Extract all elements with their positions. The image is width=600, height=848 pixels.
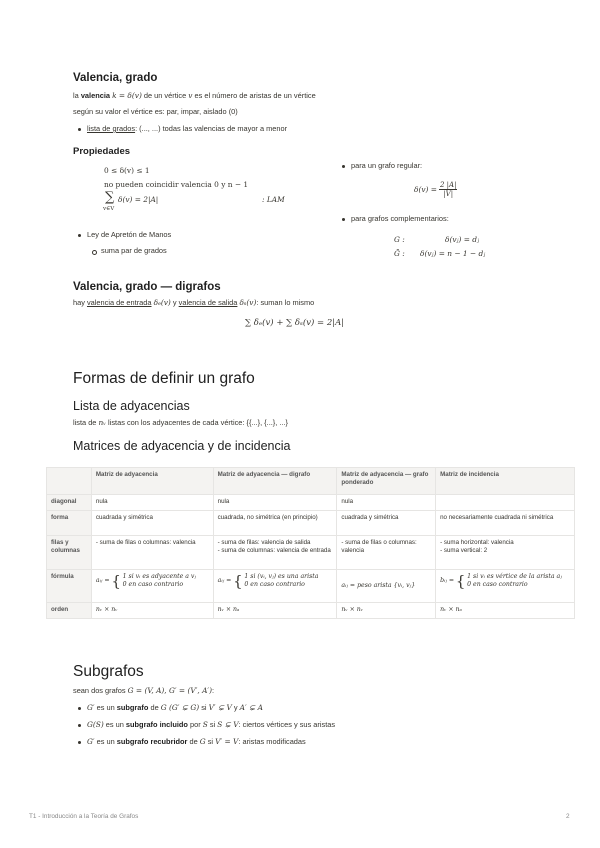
- table-cell: nᵥ × nₐ: [436, 603, 575, 619]
- row-header: filas y columnas: [47, 536, 92, 570]
- lista-adyacencias-text: lista de nᵥ listas con los adyacentes de cada vértice: {{...}, {...}, ...}: [73, 418, 289, 427]
- compl-gbar-lhs: Ḡ :: [394, 249, 405, 258]
- table-row: [47, 511, 575, 536]
- table-cell: cuadrada y simétrica: [337, 511, 436, 536]
- table-header-cell: Matriz de incidencia: [436, 468, 575, 495]
- section-title-valencia: Valencia, grado: [73, 72, 158, 84]
- list-item-subgrafo-incluido: G(S) es un subgrafo incluido por S si S ⊊ V: ciertos vértices y sus aristas: [87, 720, 336, 729]
- formula-cell-incidencia: bᵢⱼ = { 1 si vᵢ es vértice de la arista aⱼ 0 en caso contrario: [436, 570, 575, 603]
- subgrafos-intro: sean dos grafos G = (V, A), G′ = (V′, A′):: [73, 686, 215, 695]
- table-header-cell: Matriz de adyacencia — grafo ponderado: [337, 468, 436, 495]
- table-header-row: [47, 468, 575, 495]
- matrices-table: [46, 467, 575, 619]
- formula-cell-digrafo: aᵢⱼ = { 1 si (vᵢ, vⱼ) es una arista 0 en caso contrario: [213, 570, 337, 603]
- table-header-cell: [47, 468, 92, 495]
- footer-page-number: 2: [566, 813, 570, 820]
- table-row: [47, 570, 575, 603]
- table-row: [47, 536, 575, 570]
- row-header: forma: [47, 511, 92, 536]
- footer-title: T1 - Introducción a la Teoría de Grafos: [29, 813, 139, 820]
- regular-formula: δ(v) = $\frac{2 |A|}{|V|}$: [414, 181, 457, 198]
- list-item-subgrafo: G′ es un subgrafo de G (G′ ⊊ G) si V′ ⊊ V y A′ ⊊ A: [87, 703, 263, 712]
- table-cell: - suma horizontal: valencia - suma vertical: 2: [436, 536, 575, 570]
- table-cell: nula: [337, 495, 436, 511]
- list-item-handshake-sub: suma par de grados: [101, 246, 167, 255]
- valence-no-coincide: no pueden coincidir valencia 0 y n − 1: [104, 180, 249, 189]
- valencia-definition: la valencia k = δ(v) de un vértice v es el número de aristas de un vértice: [73, 91, 316, 100]
- list-item-subgrafo-recubridor: G′ es un subgrafo recubridor de G si V′ = V: aristas modificadas: [87, 737, 306, 746]
- list-item-lista-grados: lista de grados: (..., ...) todas las valencias de mayor a menor: [87, 124, 288, 133]
- lam-label: : LAM: [262, 195, 285, 204]
- table-cell: cuadrada y simétrica: [91, 511, 213, 536]
- table-row: [47, 603, 575, 619]
- compl-g-rhs: δ(vⱼ) = dⱼ: [445, 235, 479, 244]
- section-title-formas: Formas de definir un grafo: [73, 370, 255, 387]
- valencia-salida-link[interactable]: valencia de salida: [178, 298, 238, 307]
- list-item-regular: para un grafo regular:: [351, 161, 423, 170]
- table-cell: - suma de filas o columnas: valencia: [337, 536, 436, 570]
- compl-g-lhs: G :: [394, 235, 405, 244]
- formula-cell-ponderado: aᵢⱼ = peso arista {vᵢ, vⱼ}: [337, 570, 436, 603]
- table-cell: nᵥ × nᵥ: [91, 603, 213, 619]
- propiedades-title: Propiedades: [73, 146, 131, 157]
- table-cell: - suma de filas o columnas: valencia: [91, 536, 213, 570]
- table-cell: nᵥ × nᵥ: [337, 603, 436, 619]
- subsection-lista-adyacencias: Lista de adyacencias: [73, 399, 190, 413]
- document-page: Valencia, grado la valencia k = δ(v) de un vértice v es el número de aristas de un vértice según su valor el vértice es: par, impar, aislado (0) lista de grados: (..., ...) todas las valencias de mayor a menor Propiedades 0 ≤ δ(v) ≤ 1 no pueden coincidir valencia 0 y n − 1 ∑ v∈V δ(v) = 2|A| : LAM Ley de Apretón de Manos suma par de grados para un grafo regular: δ(v) = $\frac{2 |A|}{|V|}$ para grafos complementarios: G : δ(vⱼ) = dⱼ Ḡ : δ(vⱼ) = n − 1 − dⱼ Valencia, grado — digrafos hay valencia de entrada δₑ(v) y valencia de salida δₛ(v): suman lo mismo ∑ δₑ(v) + ∑ δₛ(v) = 2|A| Formas de definir un grafo Lista de adyacencias lista de nᵥ listas con los adyacentes de cada vértice: {{...}, {...}, ...} Matrices de adyacencia y de incidencia Matriz de adyacencia Matriz de adyacencia — digrafo Matriz de adyacencia — grafo ponderado Matriz de incidencia diagonal nula nula nula forma cuadrada y simétrica cuadrada, no simétrica (en principio) cuadrada y simétrica no necesariamente cuadrada ni simétrica filas y columnas - suma de filas o columnas: valencia - suma de filas: valencia de salida - suma de columnas: valencia de entrada - suma de filas o columnas: valencia - suma horizontal: valencia - suma vertical: 2 fórmula aᵢⱼ = { 1 si vᵢ es adyacente a vⱼ 0 en caso contrario aᵢⱼ = { 1 si (vᵢ, vⱼ) es una arista 0 en caso contrario aᵢⱼ = peso arista {vᵢ, vⱼ} bᵢⱼ = { 1 si vᵢ es vértice de la arista aⱼ 0 en caso contrario orden nᵥ × nᵥ nᵥ × nₐ nᵥ × nᵥ nᵥ × nₐ Subgrafos sean dos grafos G = (V, A), G′ = (V′, A′): G′ es un subgrafo de G (G′ ⊊ G) si V′ ⊊ V y A′ ⊊ A G(S) es un subgrafo incluido por S si S ⊊ V: ciertos vértices y sus aristas G′ es un subgrafo recubridor de G si V′ = V: aristas modificadas T1 - Introducción a la Teoría de Grafos 2: [0, 0, 600, 848]
- table-cell: - suma de filas: valencia de salida - suma de columnas: valencia de entrada: [213, 536, 337, 570]
- table-cell: [436, 495, 575, 511]
- table-cell: nula: [91, 495, 213, 511]
- digrafo-valencias-text: hay valencia de entrada δₑ(v) y valencia de salida δₛ(v): suman lo mismo: [73, 298, 315, 307]
- table-cell: nᵥ × nₐ: [213, 603, 337, 619]
- table-row: [47, 495, 575, 511]
- table-header-cell: Matriz de adyacencia: [91, 468, 213, 495]
- section-title-digrafos: Valencia, grado — digrafos: [73, 281, 221, 293]
- formula-cell-adyacencia: aᵢⱼ = { 1 si vᵢ es adyacente a vⱼ 0 en caso contrario: [91, 570, 213, 603]
- row-header: diagonal: [47, 495, 92, 511]
- compl-gbar-rhs: δ(vⱼ) = n − 1 − dⱼ: [420, 249, 486, 258]
- table-header-cell: Matriz de adyacencia — digrafo: [213, 468, 337, 495]
- digrafo-sum-formula: ∑ δₑ(v) + ∑ δₛ(v) = 2|A|: [245, 318, 345, 328]
- list-item-handshake: Ley de Apretón de Manos: [87, 230, 172, 239]
- lista-grados-link[interactable]: lista de grados: [87, 124, 136, 133]
- table-cell: no necesariamente cuadrada ni simétrica: [436, 511, 575, 536]
- section-title-subgrafos: Subgrafos: [73, 663, 144, 680]
- row-header: orden: [47, 603, 92, 619]
- valence-inequality: 0 ≤ δ(v) ≤ 1: [104, 166, 150, 175]
- vertex-types-text: según su valor el vértice es: par, impar, aislado (0): [73, 107, 238, 116]
- subsection-matrices: Matrices de adyacencia y de incidencia: [73, 439, 291, 453]
- valencia-entrada-link[interactable]: valencia de entrada: [86, 298, 152, 307]
- table-cell: cuadrada, no simétrica (en principio): [213, 511, 337, 536]
- table-cell: nula: [213, 495, 337, 511]
- row-header: fórmula: [47, 570, 92, 603]
- list-item-complementarios: para grafos complementarios:: [351, 214, 449, 223]
